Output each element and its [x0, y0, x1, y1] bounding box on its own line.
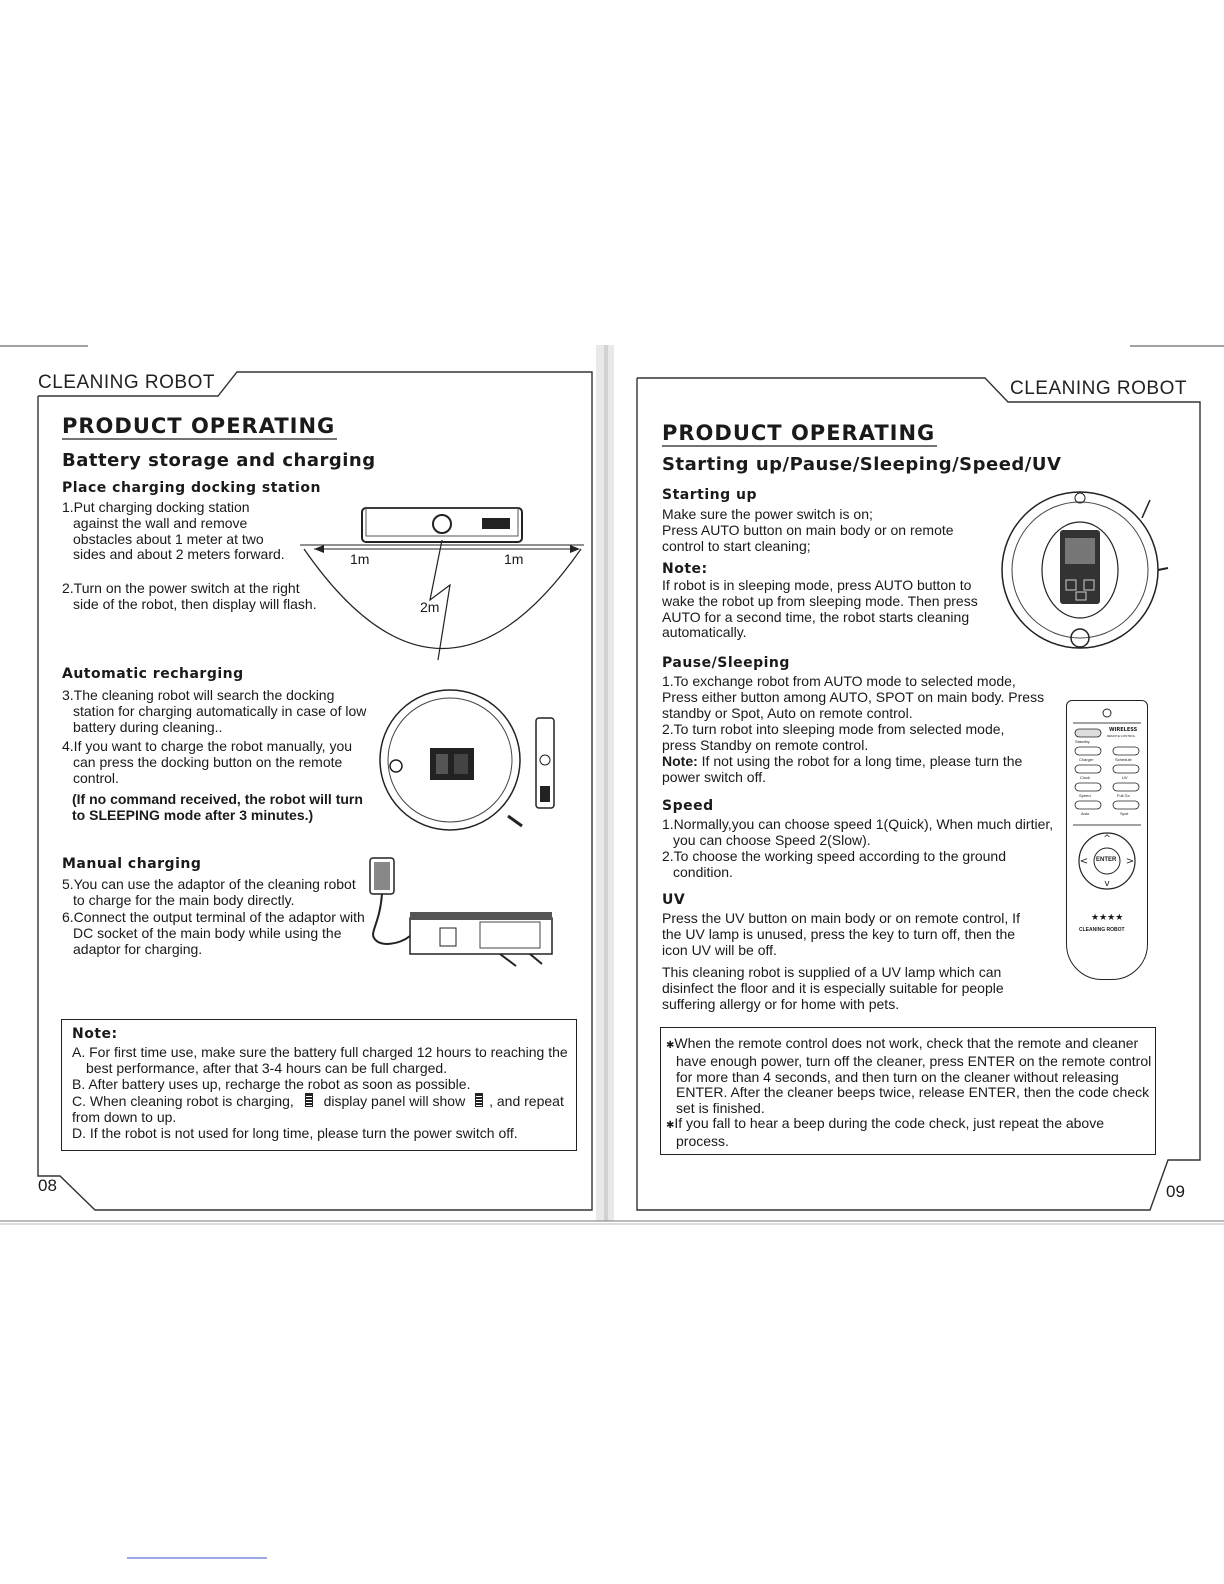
note-item-b: B. After battery uses up, recharge the robot as soon as possible. [72, 1076, 471, 1092]
remote-bullet-2 [666, 1116, 1160, 1150]
right-section-title: Starting up/Pause/Sleeping/Speed/UV [662, 454, 1062, 475]
auto-recharge-heading: Automatic recharging [62, 666, 244, 682]
pause-heading: Pause/Sleeping [662, 655, 790, 671]
remote-brand-line1: WIRELESS [1109, 727, 1138, 733]
uv-text-1: Press the UV button on main body or on remote control, If the UV lamp is unused, press the key to turn off, then the icon UV will be off. [662, 910, 1020, 958]
remote-btn-clock[interactable]: Clock [1080, 775, 1091, 780]
remote-btn-spot[interactable]: Spot [1120, 811, 1129, 816]
starting-note-heading: Note: [662, 561, 708, 577]
remote-btn-auto[interactable]: Auto [1081, 811, 1090, 816]
left-header: CLEANING ROBOT [38, 372, 215, 393]
speed-item-2: 2.To choose the working speed according to the ground condition. [662, 848, 1007, 880]
remote-btn-uv[interactable]: UV [1122, 775, 1128, 780]
starting-note-text: If robot is in sleeping mode, press AUTO button to wake the robot up from sleeping mode. Then press AUTO for a second time, the robot starts cleaning automatically. [662, 577, 978, 641]
starting-heading: Starting up [662, 487, 757, 503]
left-page-number: 08 [38, 1176, 57, 1195]
remote-btn-charger[interactable]: Charger [1079, 757, 1094, 762]
robot-dock-illustration [380, 688, 560, 848]
remote-brand-line2: REMOTE CONTROL [1107, 734, 1136, 738]
right-header: CLEANING ROBOT [1010, 378, 1187, 399]
bullet-icon: ✱ [666, 1040, 675, 1051]
note-item-a: A. For first time use, make sure the battery full charged 12 hours to reaching the best performance, after that 3-4 hours can be full charged. [72, 1044, 568, 1076]
right-page-title: PRODUCT OPERATING [662, 421, 936, 445]
adaptor-illustration [360, 852, 560, 972]
dock-button-icon [433, 515, 451, 533]
place-heading: Place charging docking station [62, 480, 321, 496]
manual-charging-heading: Manual charging [62, 856, 202, 872]
dock-grille-icon [482, 518, 510, 529]
starting-line-2: Press AUTO button on main body or on remote control to start cleaning; [662, 522, 954, 554]
uv-text-2: This cleaning robot is supplied of a UV lamp which can disinfect the floor and it is especially suitable for people suffering allergy or for home with pets. [662, 964, 1004, 1012]
pause-item-1: 1.To exchange robot from AUTO mode to selected mode, Press either button among AUTO, SPOT on main body. Press standby or Spot, Auto on remote control. [662, 673, 1045, 721]
left-note-heading: Note: [72, 1026, 118, 1042]
remote-btn-speed[interactable]: Speed [1079, 793, 1091, 798]
docking-diagram [300, 500, 590, 670]
note-item-c [72, 1093, 572, 1126]
note-c-text-3: , and repeat from down to up. [72, 1093, 564, 1125]
label-1m-right: 1m [504, 551, 524, 567]
remote-footer: CLEANING ROBOT [1079, 927, 1125, 933]
auto-item-4: 4.If you want to charge the robot manually, you can press the docking button on the remote control. [62, 738, 353, 786]
robot-top-illustration [1000, 490, 1200, 660]
remote-btn-fullgo[interactable]: Full Go [1117, 793, 1130, 798]
bullet-icon: ✱ [666, 1120, 675, 1131]
remote-bullet-2-text: If you fall to hear a beep during the code check, just repeat the above process. [674, 1115, 1105, 1149]
label-1m-left: 1m [350, 551, 370, 567]
place-item-1: 1.Put charging docking station against the wall and remove obstacles about 1 meter at two sides and about 2 meters forward. [62, 499, 285, 563]
svg-text:^: ^ [1103, 834, 1111, 844]
left-section-title: Battery storage and charging [62, 450, 376, 471]
auto-sleep-note: (If no command received, the robot will turn to SLEEPING mode after 3 minutes.) [72, 791, 363, 823]
uv-heading: UV [662, 892, 686, 908]
pause-note-text: If not using the robot for a long time, please turn the power switch off. [662, 753, 1023, 785]
pause-note [662, 754, 1040, 786]
left-page-title: PRODUCT OPERATING [62, 414, 336, 438]
battery-icon [305, 1093, 313, 1107]
pause-note-label: Note: [662, 753, 698, 769]
note-item-d: D. If the robot is not used for long time, please turn the power switch off. [72, 1125, 518, 1141]
starting-line-1: Make sure the power switch is on; [662, 506, 873, 522]
manual-item-5: 5.You can use the adaptor of the cleaning robot to charge for the main body directly. [62, 876, 356, 908]
svg-text:v: v [1104, 879, 1110, 889]
manual-item-6: 6.Connect the output terminal of the adaptor with DC socket of the main body while using the adaptor for charging. [62, 909, 365, 957]
speed-heading: Speed [662, 798, 714, 814]
right-page-number: 09 [1166, 1182, 1185, 1201]
pause-item-2: 2.To turn robot into sleeping mode from selected mode, press Standby on remote control. [662, 721, 1005, 753]
place-item-2: 2.Turn on the power switch at the right side of the robot, then display will flash. [62, 580, 317, 612]
speed-item-1: 1.Normally,you can choose speed 1(Quick), When much dirtier, you can choose Speed 2(Slow). [662, 816, 1054, 848]
svg-text:>: > [1125, 856, 1135, 867]
remote-stars: ★★★★ [1091, 913, 1124, 923]
battery-icon [475, 1093, 483, 1107]
remote-bullet-1 [666, 1036, 1160, 1117]
remote-btn-schedule[interactable]: Schedule [1115, 757, 1132, 762]
label-2m: 2m [420, 599, 440, 615]
remote-enter-button[interactable]: ENTER [1096, 857, 1117, 863]
note-c-text-2: display panel will show [323, 1093, 466, 1109]
remote-btn-standby[interactable]: Standby [1075, 739, 1090, 744]
note-c-text-1: C. When cleaning robot is charging, [72, 1093, 294, 1109]
remote-bullet-1-text: When the remote control does not work, check that the remote and cleaner have enough power, turn off the cleaner, press ENTER on the remote control for more than 4 seconds, and then turn on the cleaner without releasing ENTER. After the cleaner beeps twice, release ENTER, then the code check set is finished. [674, 1035, 1152, 1117]
remote-control [1066, 700, 1148, 980]
svg-text:<: < [1079, 856, 1089, 867]
auto-item-3: 3.The cleaning robot will search the docking station for charging automatically in case of low battery during cleaning.. [62, 687, 367, 735]
